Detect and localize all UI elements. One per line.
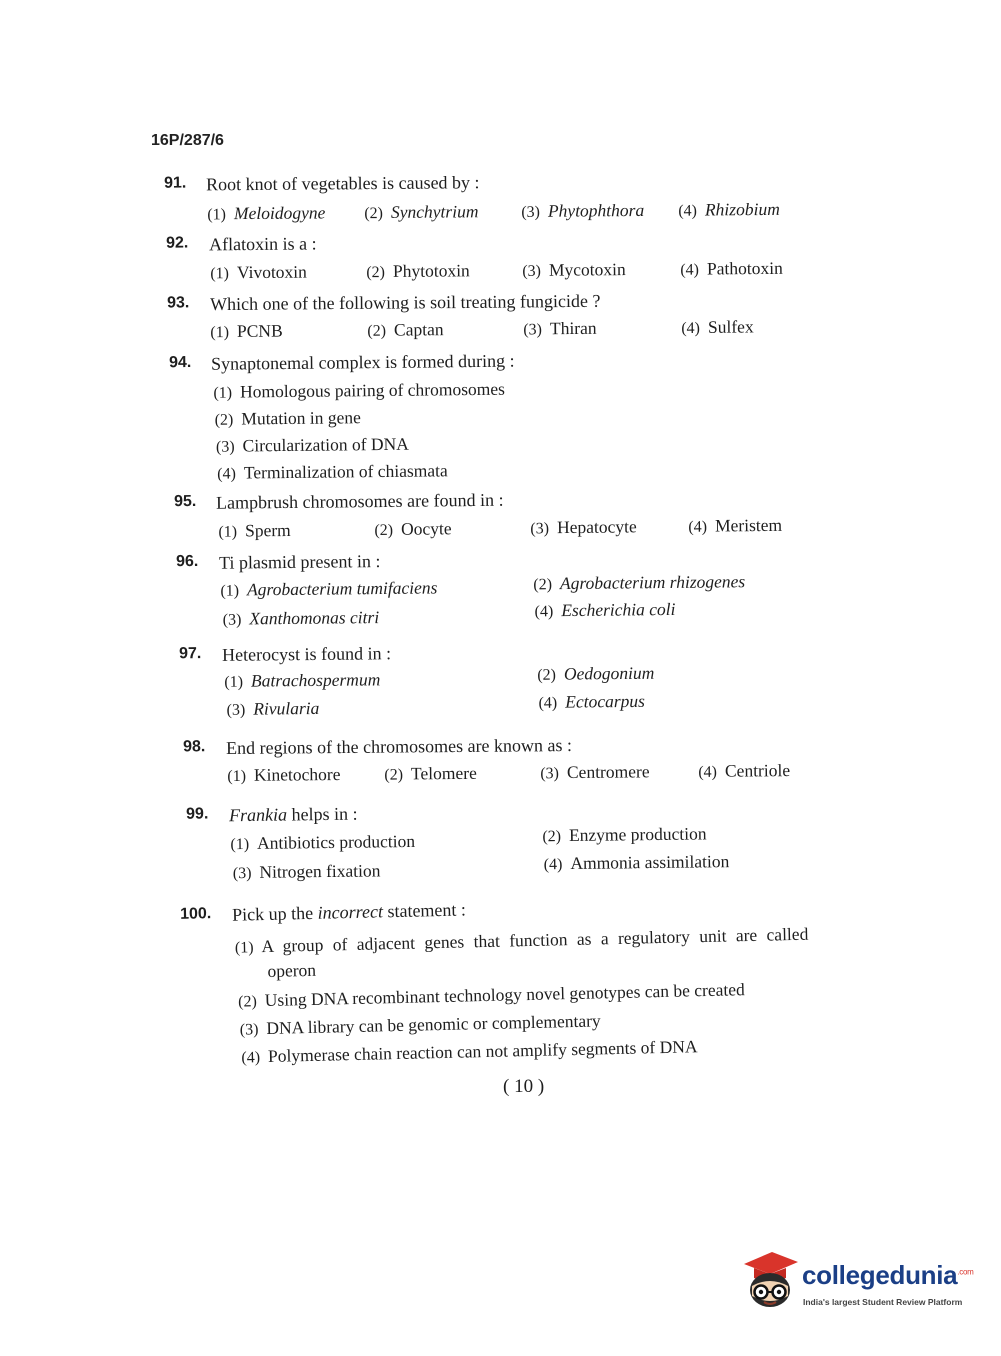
option-2: (2) Captan [367, 319, 444, 340]
option-3: (3) Rivularia [226, 697, 320, 719]
question-text: Root knot of vegetables is caused by : [205, 172, 480, 195]
option-3: (3) Hepatocyte [530, 516, 637, 538]
question-number: 91. [163, 174, 187, 192]
question-number: 94. [168, 353, 192, 372]
question-number: 98. [182, 738, 206, 756]
option-1: (1) A group of adjacent genes that function as a regulatory unit are called [234, 923, 809, 957]
option-3: (3) Thiran [523, 317, 597, 339]
collegedunia-logo [740, 1248, 974, 1318]
option-4: (4) Polymerase chain reaction can not amplify segments of DNA [241, 1036, 698, 1067]
option-2: (2) Using DNA recombinant technology novel genotypes can be created [237, 979, 746, 1011]
option-2: (2) Telomere [384, 762, 477, 784]
option-4: (4) Rhizobium [678, 198, 780, 220]
option-4: (4) Centriole [698, 760, 791, 781]
option-2: (2) Oedogonium [537, 662, 655, 684]
question-text: End regions of the chromosomes are known as : [225, 735, 573, 759]
option-1: (1) Kinetochore [227, 764, 341, 786]
question-text: Frankia helps in : [228, 803, 358, 826]
option-4: (4) Sulfex [681, 316, 754, 338]
question-text: Synaptonemal complex is formed during : [210, 350, 515, 374]
question-94 [0, 346, 1001, 483]
question-text: Lampbrush chromosomes are found in : [215, 489, 504, 513]
question-number: 92. [165, 234, 189, 252]
question-number: 93. [166, 294, 190, 312]
option-3: (3) Nitrogen fixation [232, 860, 381, 883]
option-3: (3) Mycotoxin [522, 259, 626, 280]
question-text: Ti plasmid present in : [218, 551, 381, 573]
option-1: (1) Vivotoxin [210, 261, 307, 283]
option-2: (2) Mutation in gene [214, 407, 361, 429]
question-text: Aflatoxin is a : [208, 233, 317, 255]
option-2: (2) Agrobacterium rhizogenes [533, 571, 746, 594]
option-1: (1) PCNB [210, 320, 283, 342]
question-number: 100. [179, 905, 212, 923]
option-2: (2) Oocyte [374, 518, 452, 540]
question-100 [0, 887, 1001, 1067]
option-3: (3) DNA library can be genomic or complementary [239, 1010, 601, 1039]
option-3: (3) Xanthomonas citri [222, 607, 380, 629]
option-2: (2) Synchytrium [364, 201, 479, 223]
question-number: 97. [178, 645, 202, 663]
option-1-continued: operon [267, 959, 317, 981]
page-number: ( 10 ) [503, 1076, 545, 1097]
option-3: (3) Centromere [540, 761, 650, 783]
question-96 [0, 545, 1001, 629]
question-text: Heterocyst is found in : [221, 643, 392, 665]
option-4: (4) Escherichia coli [534, 598, 676, 621]
paper-code: 16P/287/6 [151, 132, 224, 149]
option-4: (4) Pathotoxin [680, 257, 783, 279]
question-number: 96. [175, 552, 199, 571]
mascot-icon [740, 1248, 800, 1312]
question-97 [0, 637, 1001, 719]
option-1: (1) Homologous pairing of chromosomes [213, 378, 506, 402]
question-number: 99. [185, 805, 209, 823]
option-1: (1) Agrobacterium tumifaciens [220, 577, 438, 600]
option-1: (1) Meloidogyne [207, 202, 326, 224]
option-1: (1) Antibiotics production [230, 830, 416, 854]
question-91 [0, 168, 1001, 224]
option-4: (4) Terminalization of chiasmata [217, 460, 448, 483]
question-93 [0, 287, 1001, 342]
logo-wordmark: collegedunia$^{.com}$ [802, 1260, 974, 1290]
option-3: (3) Circularization of DNA [215, 433, 409, 456]
option-1: (1) Batrachospermum [224, 669, 381, 691]
question-95 [0, 485, 1001, 541]
question-92 [0, 228, 1001, 283]
question-text: Pick up the incorrect statement : [231, 899, 467, 925]
option-2: (2) Phytotoxin [366, 260, 470, 282]
option-1: (1) Sperm [218, 519, 291, 541]
question-98 [0, 731, 1001, 786]
question-99 [0, 796, 1001, 883]
question-number: 95. [173, 492, 197, 511]
option-2: (2) Enzyme production [542, 823, 707, 846]
option-4: (4) Ammonia assimilation [543, 851, 730, 874]
question-text: Which one of the following is soil treating fungicide ? [209, 290, 601, 315]
logo-tagline: India's largest Student Review Platform [803, 1297, 963, 1307]
option-3: (3) Phytophthora [521, 199, 645, 221]
option-4: (4) Meristem [688, 514, 783, 536]
option-4: (4) Ectocarpus [538, 690, 646, 712]
